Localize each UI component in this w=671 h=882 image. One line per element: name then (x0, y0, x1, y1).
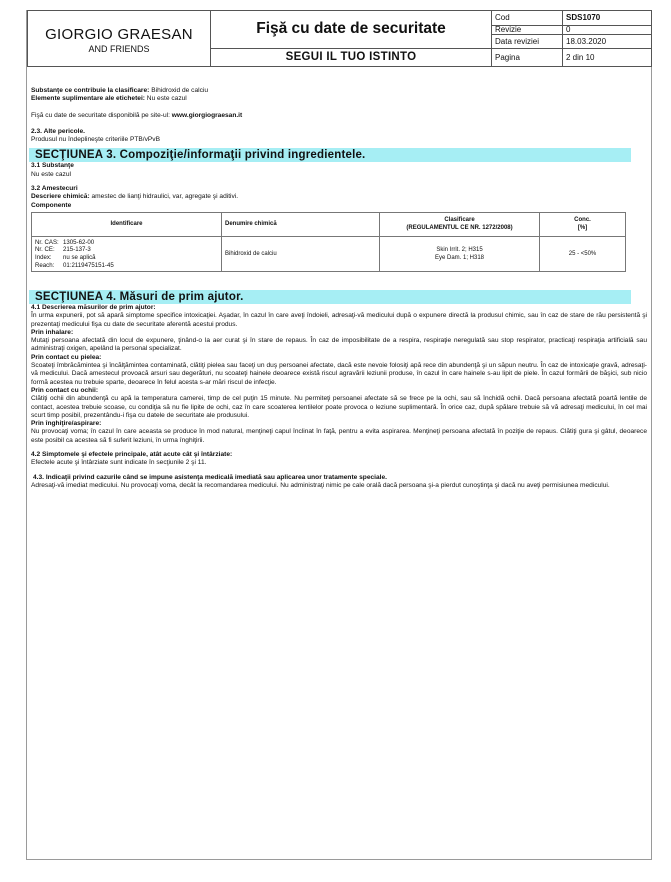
clasificare-1: Skin Irrit. 2; H315 (436, 246, 483, 253)
piele-text: Scoateţi îmbrăcămintea şi încălţămintea contaminată, clătiţi pielea sau faceţi un duş persoanei afectate, dacă este nevoie folosiţi apă rece din abundenţă şi un săpun neutru. În caz de intoxicaţie gravă, adresaţi-vă medicului. Dacă amestecul provoacă arsuri sau degerături, nu scoateţi hainele deoarece există riscul agravării leziunii produse, în cazul în care hainele s-au lipit de piele. În cazul formării de băşici, sub nicio formă acestea nu trebuie sparte, deoarece în felul acesta s-ar mări riscul de infecţie. (31, 362, 647, 386)
col-clasificare (380, 212, 540, 236)
inghitire-label: Prin înghiţire/aspirare: (31, 420, 102, 428)
sub-4-1-title: 4.1 Descrierea măsurilor de prim ajutor: (31, 303, 156, 311)
cas-label: Nr. CAS: (35, 238, 59, 246)
ochi-text: Clătiţi ochii din abundenţă cu apă la temperatura camerei, timp de cel puţin 15 minute. Nu permiteţi persoanei afectate să se frece pe la ochi, sau să închidă ochii. Dacă persoana afectată poartă lentile de contact, acestea trebuie scoase, cu condiţia să nu fie lipite de ochi, caz în care scoaterea lentilelor poate provoca o leziune suplimentară. În orice caz, după spălare trebuie să vă adresaţi medicului, în cel mai scurt timp posibil, prezentându-i fişa cu datele de securitate ale produsului. (31, 395, 647, 419)
site-text: Fişă cu date de securitate disponibilă pe site-ul: (31, 111, 172, 119)
reach-label: Reach: (35, 261, 55, 269)
descriere-label: Descriere chimică: (31, 193, 90, 201)
cas-value: 1305-62-00 (63, 238, 95, 246)
sub-4-3-title: 4.3. Indicaţii privind cazurile când se impune asistenţa medicală imediată sau aplicarea unor tratamente speciale. (33, 473, 388, 481)
index-label: Index: (35, 253, 52, 261)
descriere-value: amestec de lianţi hidraulici, var, agregate şi aditivi. (89, 193, 239, 201)
componente-label: Componente (31, 201, 72, 209)
sds-page (26, 10, 652, 860)
reach-value: 01:2119475151-45 (63, 261, 114, 269)
sub-3-1-text: Nu este cazul (31, 170, 71, 178)
col-identificare: Identificare (32, 212, 222, 236)
substante-label: Substanţe ce contribuie la clasificare: (31, 87, 150, 94)
index-value: nu se aplică (63, 253, 96, 261)
revizie-value: 0 (563, 25, 652, 34)
data-revizie-label: Data reviziei (492, 34, 563, 48)
site-url: www.giorgiograesan.it (171, 111, 243, 119)
alte-pericole-title: 2.3. Alte pericole. (31, 127, 85, 135)
col-denumire: Denumire chimică (222, 212, 380, 236)
inghitire-text: Nu provocaţi voma; în cazul în care aceasta se produce în mod natural, menţineţi capul înclinat în faţă, pentru a evita aspirarea. Menţineţi persoana afectată în poziţie de repaus. Clătiţi gura şi gâtul, deoarece este posibil ca acestea să fi suferit leziuni, în urma înghiţirii. (31, 428, 647, 444)
denumire-cell: Bihidroxid de calciu (222, 236, 380, 271)
sub-4-2-title: 4.2 Simptomele şi efectele principale, atât acute cât şi întârziate: (31, 451, 233, 459)
ce-value: 215-137-3 (63, 246, 91, 254)
identificare-cell (32, 236, 222, 271)
col-conc-line2: [%] (577, 225, 588, 232)
company-subtitle: AND FRIENDS (88, 44, 150, 55)
company-block (28, 11, 211, 67)
alte-pericole-text: Produsul nu îndeplineşte criteriile PTB/vPvB (31, 136, 161, 144)
document-title: Fişă cu date de securitate (211, 11, 492, 49)
company-name: GIORGIO GRAESAN (45, 26, 193, 44)
inhalare-text: Mutaţi persoana afectată din locul de expunere, ţinând-o la aer curat şi în stare de repaus. În caz de imposibilitate de a respira, respiraţie neregulată sau stop respirator, practicaţi respiraţia artificială sau administraţi oxigen, apelând la personal specializat. (31, 337, 647, 353)
clasificare-cell (380, 236, 540, 271)
ochi-label: Prin contact cu ochii: (31, 386, 99, 394)
sub-4-3-text: Adresaţi-vă imediat medicului. Nu provocaţi voma, decât la recomandarea medicului. Nu administraţi nimic pe cale orală dacă persoana şi-a pierdut cunoştinţa şi dacă nu aveţi permisiunea medicului. (31, 481, 610, 489)
slogan: SEGUI IL TUO ISTINTO (211, 48, 492, 66)
piele-label: Prin contact cu pielea: (31, 353, 102, 361)
document-header (27, 10, 652, 67)
section-3-title: SECŢIUNEA 3. Compoziţie/informaţii privind ingredientele. (29, 148, 631, 162)
sub-3-2-title: 3.2 Amestecuri (31, 185, 78, 193)
section-4-title: SECŢIUNEA 4. Măsuri de prim ajutor. (29, 290, 631, 304)
table-row (32, 236, 626, 271)
sub-3-1-title: 3.1 Substanţe (31, 162, 74, 170)
col-clasificare-line1: Clasificare (444, 217, 475, 224)
data-revizie-value: 18.03.2020 (563, 34, 652, 48)
inhalare-label: Prin inhalare: (31, 328, 74, 336)
page-content (31, 87, 647, 490)
ce-label: Nr. CE: (35, 246, 55, 254)
col-conc (540, 212, 626, 236)
col-conc-line1: Conc. (574, 217, 591, 224)
col-clasificare-line2: (REGULAMENTUL CE NR. 1272/2008) (406, 225, 513, 232)
clasificare-2: Eye Dam. 1; H318 (434, 254, 485, 261)
components-table (31, 212, 626, 272)
table-header-row (32, 212, 626, 236)
sub-4-2-text: Efectele acute şi întârziate sunt indicate în secţiunile 2 şi 11. (31, 459, 207, 467)
substante-value: Bihidroxid de calciu (149, 87, 209, 94)
elemente-value: Nu este cazul (144, 95, 187, 103)
sub-4-1-text: În urma expunerii, pot să apară simptome specifice intoxicaţiei. Aşadar, în cazul în care aveţi îndoieli, adresaţi-vă medicului după o expunere directă la produsul chimic, sau în caz de stare de rău persistentă şi prezentaţi medicului fişa cu date de securitate aferentă acestui produs. (31, 312, 647, 328)
conc-cell: 25 - <50% (540, 236, 626, 271)
cod-value: SDS1070 (563, 11, 652, 26)
cod-label: Cod (492, 11, 563, 26)
revizie-label: Revizie (492, 25, 563, 34)
elemente-label: Elemente suplimentare ale etichetei: (31, 95, 145, 103)
pagina-label: Pagina (492, 48, 563, 66)
pagina-value: 2 din 10 (563, 48, 652, 66)
